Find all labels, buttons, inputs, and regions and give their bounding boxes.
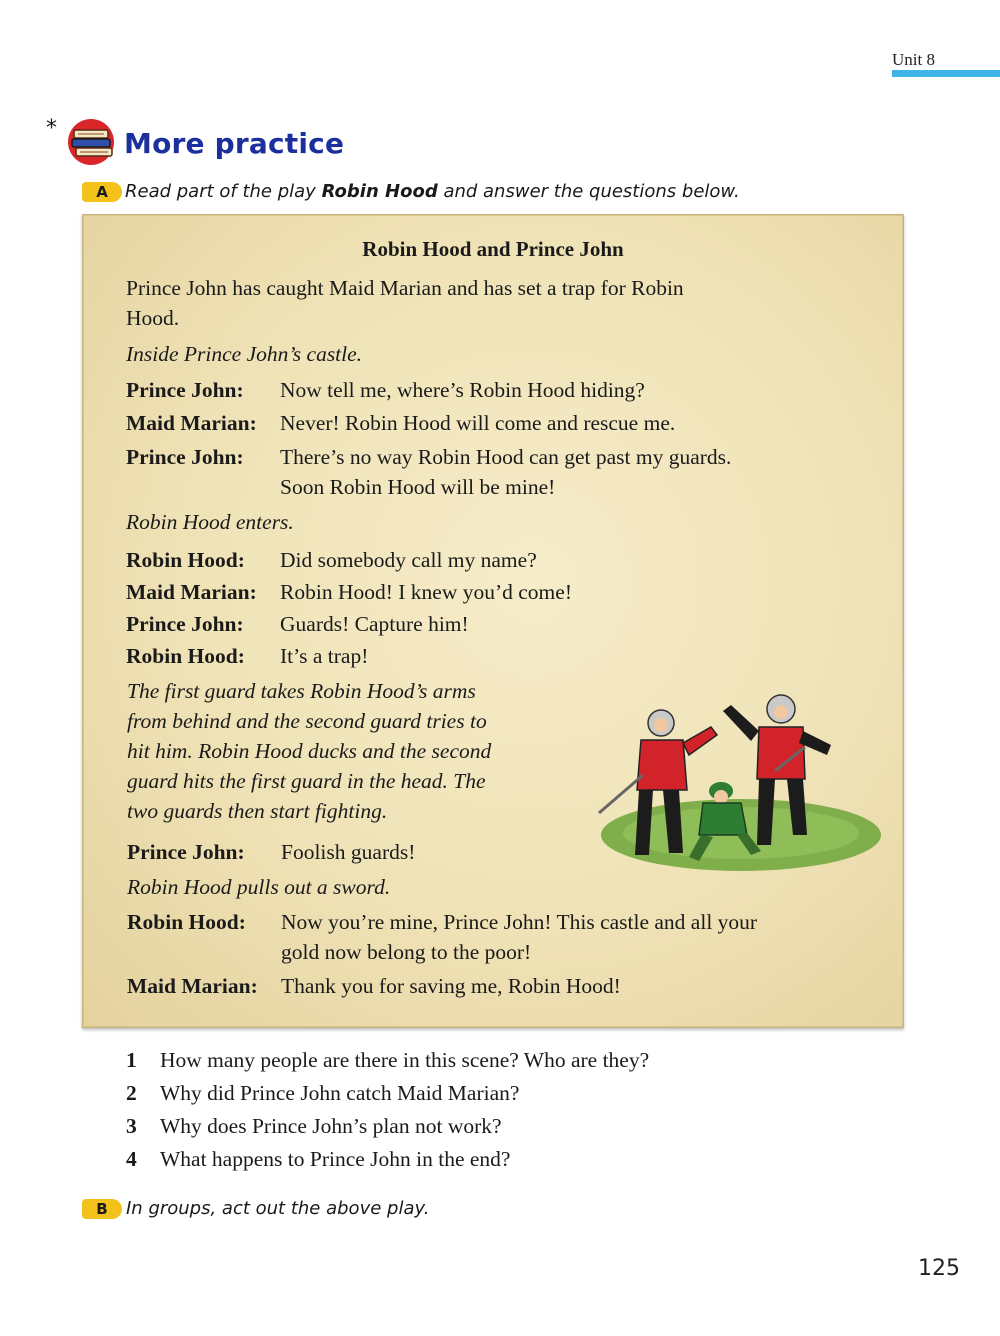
dialogue-line: Soon Robin Hood will be mine! (280, 475, 556, 499)
speaker: Prince John: (126, 445, 244, 469)
question-text: Why did Prince John catch Maid Marian? (160, 1081, 520, 1105)
unit-label: Unit 8 (892, 50, 935, 69)
stage-direction-1: Inside Prince John’s castle. (126, 342, 363, 366)
stage-direction-3: from behind and the second guard tries to (127, 709, 487, 733)
task-a-badge: A (82, 182, 122, 202)
stage-direction-3: guard hits the first guard in the head. The (127, 769, 486, 793)
task-a-text-before: Read part of the play (125, 181, 322, 202)
question-number: 4 (126, 1147, 137, 1171)
speaker: Robin Hood: (126, 548, 245, 572)
question-text: How many people are there in this scene? Who are they? (160, 1048, 650, 1072)
speaker: Prince John: (127, 840, 245, 864)
stage-direction-3: The first guard takes Robin Hood’s arms (127, 679, 476, 703)
books-icon (64, 118, 120, 166)
dialogue-line: Robin Hood! I knew you’d come! (280, 580, 572, 604)
stage-direction-3: hit him. Robin Hood ducks and the second (127, 739, 492, 763)
section-title: More practice (124, 127, 345, 160)
speaker: Robin Hood: (126, 644, 245, 668)
dialogue-line: Thank you for saving me, Robin Hood! (281, 974, 621, 998)
stage-direction-3: two guards then start fighting. (127, 799, 388, 823)
dialogue-line: Now you’re mine, Prince John! This castle and all your (281, 910, 758, 934)
dialogue-line: Now tell me, where’s Robin Hood hiding? (280, 378, 645, 402)
play-title: Robin Hood and Prince John (362, 237, 624, 261)
dialogue-line: Guards! Capture him! (280, 612, 469, 636)
stage-direction-4: Robin Hood pulls out a sword. (127, 875, 391, 899)
dialogue-line: Did somebody call my name? (280, 548, 537, 572)
dialogue-line: It’s a trap! (280, 644, 369, 668)
speaker: Prince John: (126, 612, 244, 636)
speaker: Maid Marian: (126, 411, 257, 435)
question-text: What happens to Prince John in the end? (160, 1147, 511, 1171)
optional-asterisk: * (46, 116, 57, 141)
task-a-instruction (125, 181, 740, 202)
dialogue-line: There’s no way Robin Hood can get past my guards. (280, 445, 732, 469)
task-b-badge: B (82, 1199, 122, 1219)
question-number: 1 (126, 1048, 137, 1072)
dialogue-line: gold now belong to the poor! (281, 940, 532, 964)
task-a-text-bold: Robin Hood (321, 181, 438, 202)
guards-fighting-illustration (591, 685, 881, 885)
unit-bar (892, 70, 1000, 77)
question-number: 2 (126, 1081, 137, 1105)
intro-line-1: Prince John has caught Maid Marian and has set a trap for Robin (126, 276, 684, 300)
intro-line-2: Hood. (126, 306, 180, 330)
dialogue-line: Foolish guards! (281, 840, 416, 864)
question-text: Why does Prince John’s plan not work? (160, 1114, 502, 1138)
dialogue-line: Never! Robin Hood will come and rescue me. (280, 411, 676, 435)
stage-direction-2: Robin Hood enters. (126, 510, 294, 534)
task-b-instruction: In groups, act out the above play. (126, 1198, 430, 1219)
speaker: Maid Marian: (126, 580, 257, 604)
speaker: Maid Marian: (127, 974, 258, 998)
speaker: Prince John: (126, 378, 244, 402)
question-number: 3 (126, 1114, 137, 1138)
play-panel (82, 214, 904, 1028)
page-number: 125 (918, 1256, 960, 1281)
task-a-text-after: and answer the questions below. (437, 181, 740, 202)
speaker: Robin Hood: (127, 910, 246, 934)
